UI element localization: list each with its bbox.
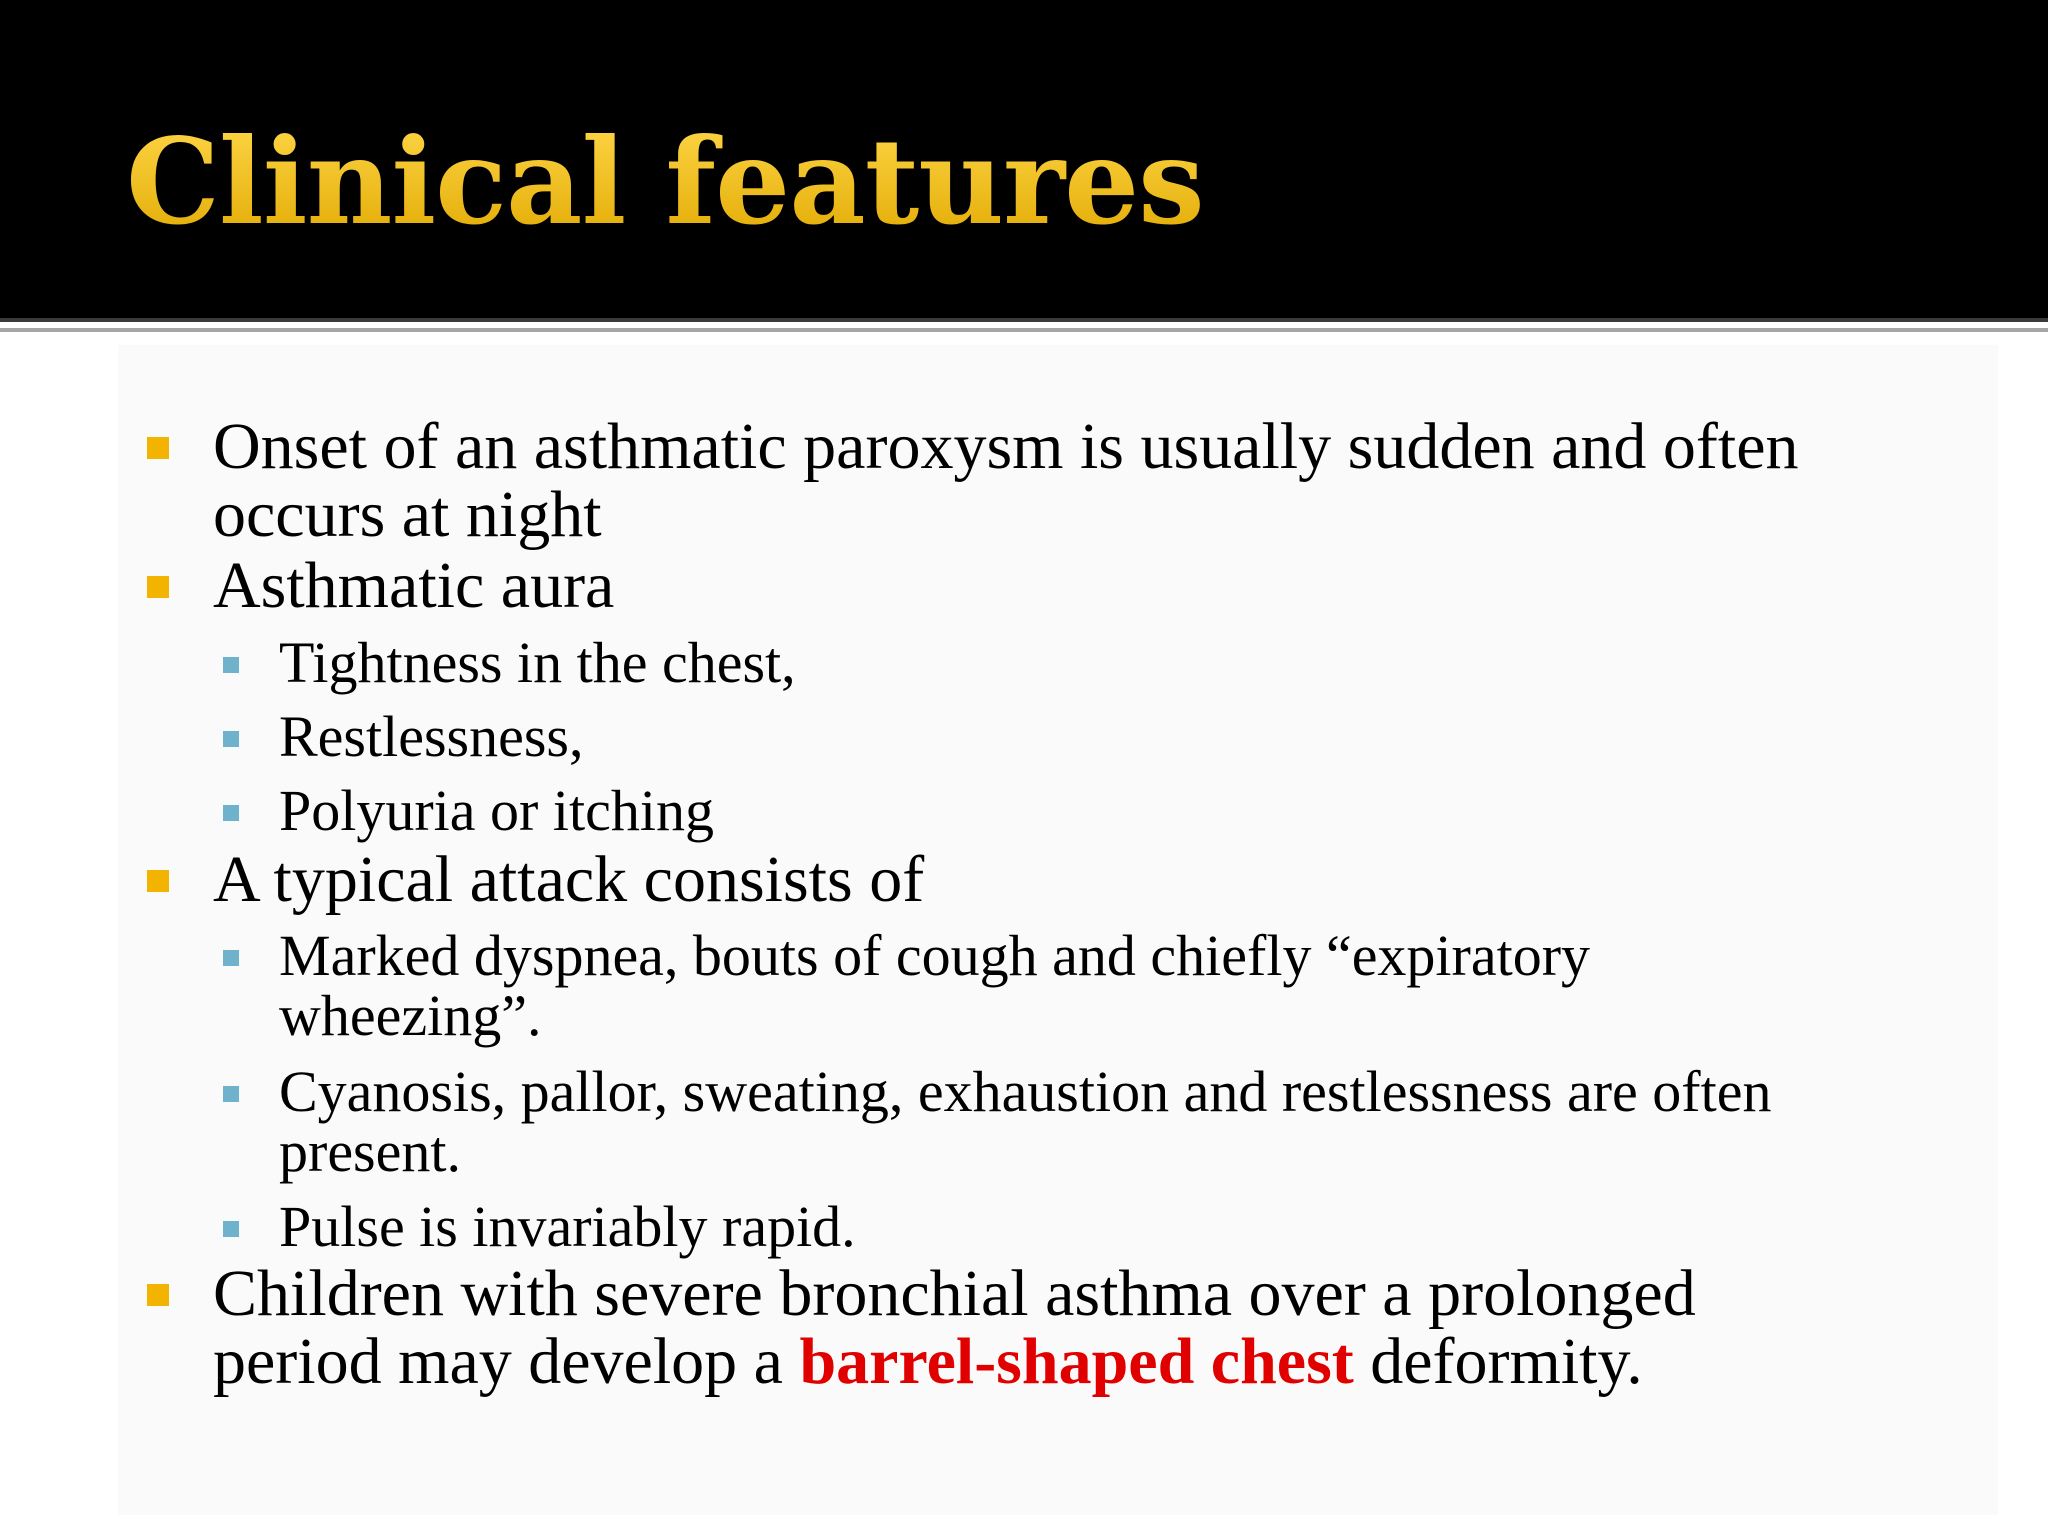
square-bullet-icon <box>147 576 169 598</box>
sub-bullet-text-line: Tightness in the chest, <box>279 630 796 695</box>
bullet-text-segment: period may develop a <box>213 1325 800 1398</box>
sub-bullet-text-line: present. <box>279 1119 461 1184</box>
bullet-text-line-with-highlight <box>213 1325 1643 1398</box>
square-bullet-icon <box>147 870 169 892</box>
sub-bullet-text-line: Polyuria or itching <box>279 778 714 843</box>
square-bullet-icon <box>147 1284 169 1306</box>
bullet-text-line: Children with severe bronchial asthma over a prolonged <box>213 1257 1696 1330</box>
title-bar <box>0 0 2048 318</box>
bullet-text-line: A typical attack consists of <box>213 843 925 916</box>
square-bullet-icon <box>223 805 239 821</box>
bullet-text-line: Onset of an asthmatic paroxysm is usually sudden and often <box>213 410 1799 483</box>
sub-bullet-text-line: Marked dyspnea, bouts of cough and chiefly “expiratory <box>279 923 1591 988</box>
sub-bullet-text-line: Restlessness, <box>279 704 584 769</box>
sub-bullet-text-line: Pulse is invariably rapid. <box>279 1194 856 1259</box>
bullet-text-line: Asthmatic aura <box>213 549 615 622</box>
square-bullet-icon <box>223 950 239 966</box>
slide-title: Clinical features <box>126 112 1204 251</box>
square-bullet-icon <box>223 1221 239 1237</box>
square-bullet-icon <box>223 731 239 747</box>
highlighted-term: barrel-shaped chest <box>799 1325 1354 1398</box>
bullet-text-segment: deformity. <box>1353 1325 1643 1398</box>
sub-bullet-text-line: wheezing”. <box>279 983 542 1048</box>
square-bullet-icon <box>147 437 169 459</box>
square-bullet-icon <box>223 657 239 673</box>
square-bullet-icon <box>223 1086 239 1102</box>
title-divider-light <box>0 328 2048 332</box>
bullet-text-line: occurs at night <box>213 478 602 551</box>
sub-bullet-text-line: Cyanosis, pallor, sweating, exhaustion and restlessness are often <box>279 1059 1772 1124</box>
